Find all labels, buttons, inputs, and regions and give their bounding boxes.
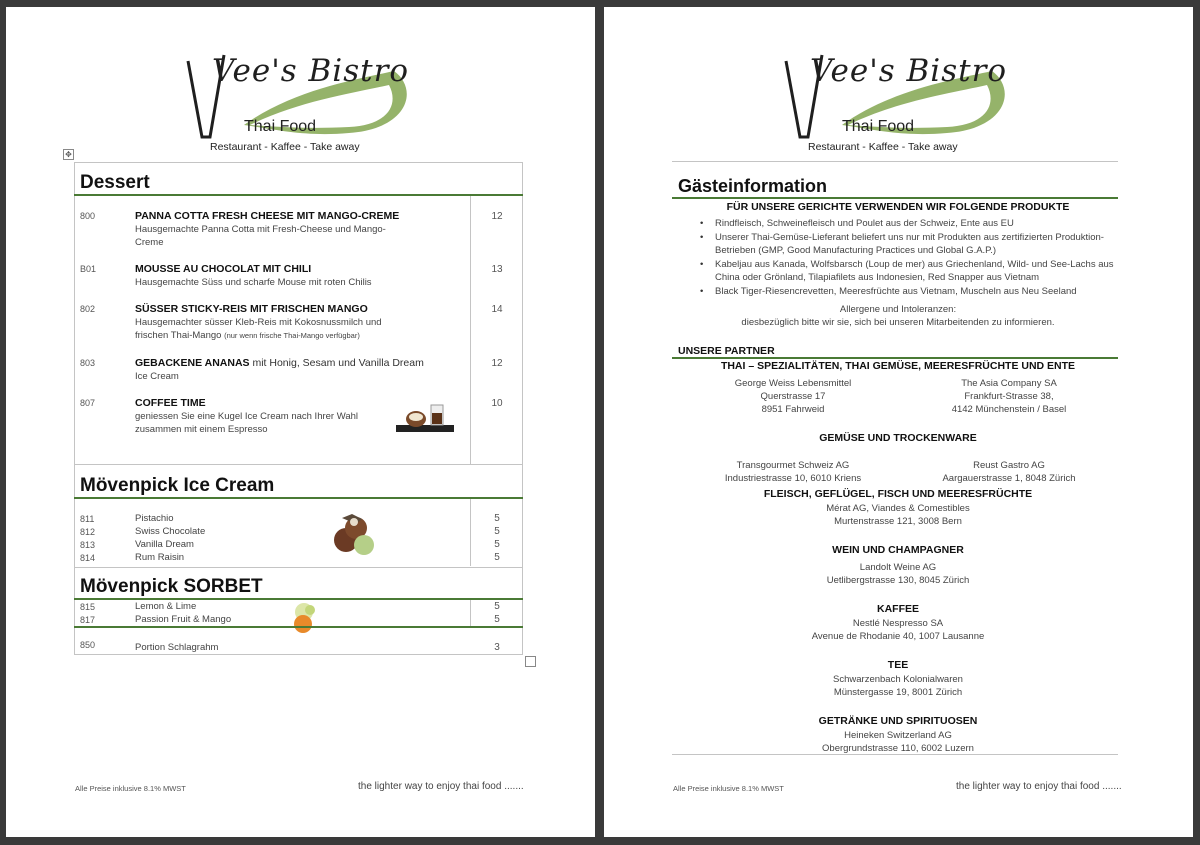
item-title: COFFEE TIME xyxy=(135,397,206,409)
item-price: 5 xyxy=(494,552,500,563)
item-code: 803 xyxy=(80,358,96,368)
sorbet-fruit-image xyxy=(288,600,320,636)
partner-address-right xyxy=(909,459,1109,485)
item-name: Portion Schlagrahm xyxy=(135,642,219,653)
item-code: B01 xyxy=(80,264,97,274)
item-title: PANNA COTTA FRESH CHEESE MIT MANGO-CREME xyxy=(135,210,400,222)
footer-vat-note: Alle Preise inklusive 8.1% MWST xyxy=(75,784,186,793)
partner-address: Murtenstrasse 121, 3008 Bern xyxy=(834,516,962,527)
item-name: Rum Raisin xyxy=(135,552,185,563)
price-column-divider xyxy=(470,196,471,464)
partner-category-title: FLEISCH, GEFLÜGEL, FISCH UND MEERESFRÜCHTE xyxy=(763,488,1033,500)
partner-street: Aargauerstrasse 1, 8048 Zürich xyxy=(942,473,1076,484)
item-code: 811 xyxy=(80,514,95,524)
item-note: (nur wenn frische Thai-Mango verfügbar) xyxy=(224,331,360,340)
partner-name: Reust Gastro AG xyxy=(973,460,1045,471)
partner-city: 4142 Münchenstein / Basel xyxy=(951,404,1067,415)
partner-address: Münstergasse 19, 8001 Zürich xyxy=(833,687,963,698)
item-title: SÜSSER STICKY-REIS MIT FRISCHEN MANGO xyxy=(135,303,368,315)
logo-subtitle: Thai Food xyxy=(244,118,317,135)
price-column-divider xyxy=(470,499,471,566)
partner-address: Obergrundstrasse 110, 6002 Luzern xyxy=(822,743,974,754)
item-name: Lemon & Lime xyxy=(135,601,197,612)
table-right-border xyxy=(522,162,523,655)
item-price: 14 xyxy=(491,304,503,315)
header-divider xyxy=(672,161,1118,162)
section-separator xyxy=(74,567,523,568)
section-title-sorbet: Mövenpick SORBET xyxy=(80,576,263,597)
price-column-divider xyxy=(470,600,471,627)
partner-name: Transgourmet Schweiz AG xyxy=(736,460,850,471)
table-resize-handle[interactable] xyxy=(525,656,536,667)
item-description-text: Hausgemachter süsser Kleb-Reis mit Kokosnussmilch und frischen Thai-Mango xyxy=(135,317,382,341)
logo-tagline: Restaurant - Kaffee - Take away xyxy=(210,141,360,153)
guest-info-page xyxy=(604,7,1193,837)
item-description: geniessen Sie eine Kugel Ice Cream nach Ihrer Wahl zusammen mit einem Espresso xyxy=(135,411,359,435)
item-price: 12 xyxy=(491,211,503,222)
section-title-icecream: Mövenpick Ice Cream xyxy=(80,475,275,496)
section-title-dessert: Dessert xyxy=(80,172,150,193)
item-description: Hausgemachte Süss und scharfe Mouse mit roten Chilis xyxy=(135,277,372,288)
partner-name: Heineken Switzerland AG xyxy=(844,730,952,741)
item-code: 807 xyxy=(80,398,96,408)
list-item: • Rindfleisch, Schweinefleisch und Poulet aus der Schweiz, Ente aus EU xyxy=(700,217,1120,230)
item-name: Swiss Chocolate xyxy=(135,526,206,537)
item-price: 5 xyxy=(494,526,500,537)
partner-category-title: THAI – SPEZIALITÄTEN, THAI GEMÜSE, MEERESFRÜCHTE UND ENTE xyxy=(720,360,1076,372)
item-price: 5 xyxy=(494,513,500,524)
bistro-logo xyxy=(782,49,1018,157)
partner-name: Landolt Weine AG xyxy=(859,562,937,573)
table-top-border xyxy=(74,162,523,163)
item-price: 5 xyxy=(494,539,500,550)
item-name: Vanilla Dream xyxy=(135,539,194,550)
partner-category-title: TEE xyxy=(887,659,909,671)
partner-street: Querstrasse 17 xyxy=(760,391,826,402)
section-separator xyxy=(74,464,523,465)
partner-name: Schwarzenbach Kolonialwaren xyxy=(833,674,963,685)
logo-subtitle: Thai Food xyxy=(842,118,915,135)
section-divider xyxy=(74,194,523,196)
item-code: 813 xyxy=(80,540,96,550)
item-price: 5 xyxy=(494,601,500,612)
item-name: Passion Fruit & Mango xyxy=(135,614,232,625)
table-left-border xyxy=(74,162,75,655)
logo-name: Vee's Bistro xyxy=(212,53,410,89)
section-divider xyxy=(74,626,523,628)
item-title-rest: mit Honig, Sesam und Vanilla Dream xyxy=(252,357,424,369)
partner-address-left xyxy=(693,459,893,485)
item-code: 817 xyxy=(80,615,96,625)
partner-name: Nestlé Nespresso SA xyxy=(852,618,944,629)
products-list xyxy=(700,217,1120,299)
section-divider xyxy=(74,497,523,499)
item-price: 10 xyxy=(491,398,503,409)
item-price: 5 xyxy=(494,614,500,625)
partner-city: 8951 Fahrweid xyxy=(761,404,825,415)
list-item: • Black Tiger-Riesencrevetten, Meeresfrüchte aus Vietnam, Muscheln aus Neu Seeland xyxy=(700,285,1120,298)
item-price: 3 xyxy=(494,642,500,653)
item-description: Ice Cream xyxy=(135,371,179,382)
partner-name: The Asia Company SA xyxy=(961,378,1057,389)
logo-tagline: Restaurant - Kaffee - Take away xyxy=(808,141,958,153)
item-code: 814 xyxy=(80,553,96,563)
item-price: 12 xyxy=(491,358,503,369)
bistro-logo xyxy=(184,49,420,157)
footer-slogan: the lighter way to enjoy thai food ....... xyxy=(956,781,1122,792)
item-price: 13 xyxy=(491,264,503,275)
item-name: Pistachio xyxy=(135,513,174,524)
partner-category-title: GETRÄNKE UND SPIRITUOSEN xyxy=(818,715,978,727)
partner-address: Avenue de Rhodanie 40, 1007 Lausanne xyxy=(811,631,985,642)
partner-street: Industriestrasse 10, 6010 Kriens xyxy=(724,473,862,484)
item-code: 812 xyxy=(80,527,96,537)
item-description: Hausgemachte Panna Cotta mit Fresh-Cheese und Mango-Creme xyxy=(135,224,386,248)
page-title: Gästeinformation xyxy=(678,176,828,196)
item-title xyxy=(135,357,424,369)
partner-category-title: GEMÜSE UND TROCKENWARE xyxy=(819,432,977,444)
table-move-handle-icon[interactable]: ✥ xyxy=(63,149,74,160)
partner-category-title: WEIN UND CHAMPAGNER xyxy=(832,544,964,556)
item-code: 800 xyxy=(80,211,96,221)
partner-name: George Weiss Lebensmittel xyxy=(734,378,852,389)
item-title: MOUSSE AU CHOCOLAT MIT CHILI xyxy=(135,263,312,275)
products-title: FÜR UNSERE GERICHTE VERWENDEN WIR FOLGENDE PRODUKTE xyxy=(726,201,1070,213)
item-code: 815 xyxy=(80,602,96,612)
section-divider xyxy=(672,754,1118,755)
item-code: 802 xyxy=(80,304,96,314)
partners-title: UNSERE PARTNER xyxy=(678,345,775,357)
partner-address: Uetlibergstrasse 130, 8045 Zürich xyxy=(826,575,970,586)
footer-vat-note: Alle Preise inklusive 8.1% MWST xyxy=(673,784,784,793)
item-description xyxy=(135,316,410,342)
partner-name: Mérat AG, Viandes & Comestibles xyxy=(826,503,970,514)
table-bottom-border xyxy=(74,654,523,655)
footer-slogan: the lighter way to enjoy thai food ....... xyxy=(358,781,524,792)
section-divider xyxy=(672,357,1118,359)
section-divider xyxy=(672,197,1118,199)
menu-page xyxy=(6,7,595,837)
list-item: • Unserer Thai-Gemüse-Lieferant beliefert uns nur mit Produkten aus zertifizierten Produktion-Betrieben (GMP, Good Manufacturing Practices und Global G.A.P.) xyxy=(700,231,1120,257)
logo-name: Vee's Bistro xyxy=(810,53,1008,89)
partner-address-right xyxy=(909,377,1109,416)
list-item: • Kabeljau aus Kanada, Wolfsbarsch (Loup de mer) aus Griechenland, Wild- und See-Lachs aus China oder Grönland, Tilapiafilets aus Indonesien, Red Snapper aus Vietnam xyxy=(700,258,1120,284)
partner-category-title: KAFFEE xyxy=(877,603,919,615)
ice-cream-scoops-image xyxy=(332,510,376,558)
partner-street: Frankfurt-Strasse 38, xyxy=(964,391,1054,402)
item-title-bold: GEBACKENE ANANAS xyxy=(135,357,250,369)
allergy-heading: Allergene und Intoleranzen: xyxy=(839,304,957,315)
coffee-ice-cream-image xyxy=(394,400,456,436)
item-code: 850 xyxy=(80,640,96,650)
partner-address-left xyxy=(693,377,893,416)
allergy-note: diesbezüglich bitte wir sie, sich bei unseren Mitarbeitenden zu informieren. xyxy=(741,317,1055,328)
